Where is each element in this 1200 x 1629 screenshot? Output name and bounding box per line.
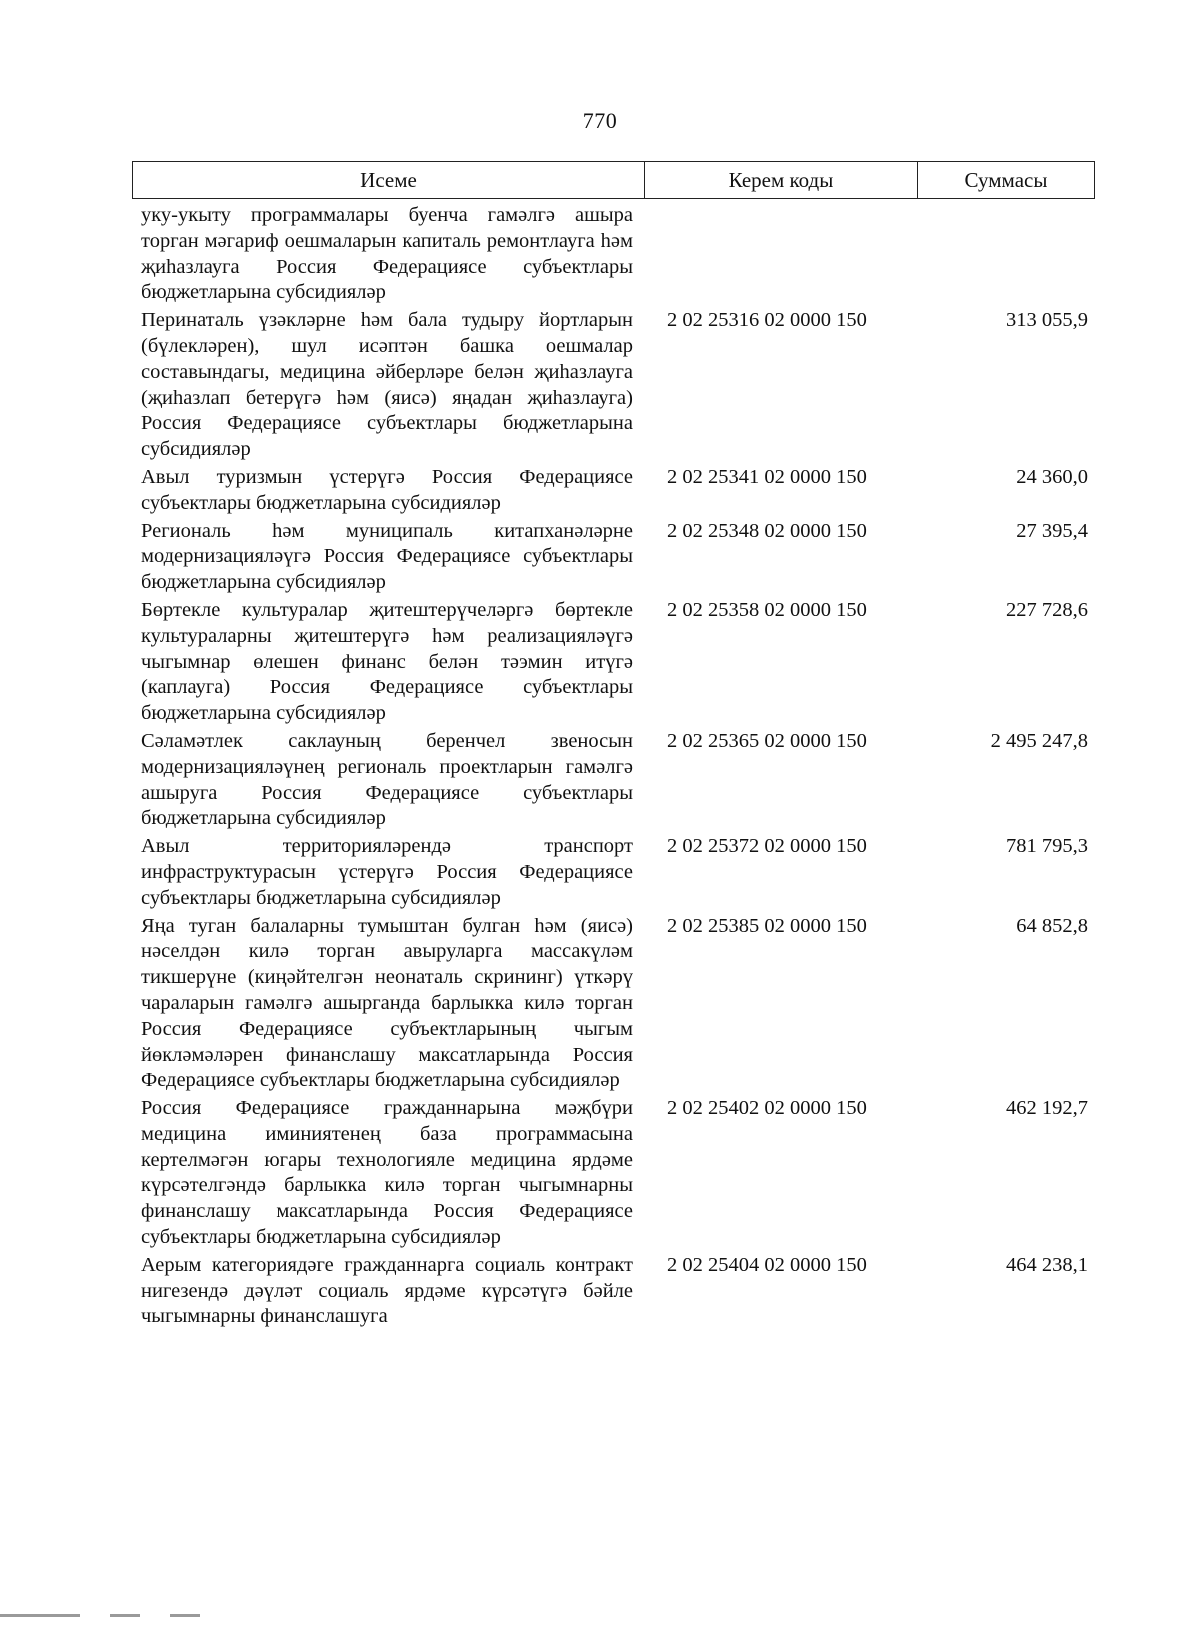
row-code: 2 02 25372 02 0000 150 bbox=[667, 835, 867, 858]
page-number: 770 bbox=[582, 108, 618, 133]
row-code: 2 02 25385 02 0000 150 bbox=[667, 914, 867, 937]
row-sum: 462 192,7 bbox=[1006, 1097, 1088, 1120]
table-row bbox=[0, 729, 1200, 832]
row-name: Россия Федерациясе гражданнарына мәҗбүри медицина иминиятенең база программасына кертелмәгән югары технологияле медицина ярдәме күрсәтелгәндә барлыкка килә торган чыгымнарны финанслашу максатларында Россия Федерациясе субъектлары бюджетларына субсидияләр bbox=[141, 1097, 633, 1249]
row-name: Бөртекле культуралар җитештерүчеләргә бөртекле культураларны җитештерүгә һәм реализацияләүгә чыгымнар өлешен финанс белән тәэмин итүгә (каплауга) Россия Федерациясе субъектлары бюджетларына субсидияләр bbox=[141, 598, 633, 725]
row-name: Региональ һәм муниципаль китапханәләрне модернизацияләүгә Россия Федерациясе субъектлары бюджетларына субсидияләр bbox=[141, 519, 633, 594]
table-header bbox=[132, 161, 1095, 199]
table-row bbox=[0, 1096, 1200, 1251]
row-name: Сәламәтлек саклауның беренчел звеносын модернизацияләүнең региональ проектларын гамәлгә ашыруга Россия Федерациясе субъектлары бюджетларына субсидияләр bbox=[141, 729, 633, 830]
column-header-code: Керем коды bbox=[645, 162, 918, 198]
table-row bbox=[0, 308, 1200, 463]
row-code: 2 02 25358 02 0000 150 bbox=[667, 598, 867, 621]
table-body bbox=[0, 203, 1200, 1330]
row-name: Яңа туган балаларны тумыштан булган һәм (яисә) нәселдән килә торган авыруларга массакүләм тикшерүне (киңәйтелгән неонаталь скрининг) үткәрү чараларын гамәлгә ашырганда барлыкка килә торган Россия Федерациясе субъектларының чыгым йөкләмәләрен финанслашу максатларында Россия Федерациясе субъектлары бюджетларына субсидияләр bbox=[141, 914, 633, 1092]
table-row bbox=[0, 465, 1200, 517]
column-header-name: Исеме bbox=[133, 162, 645, 198]
column-header-sum: Суммасы bbox=[964, 167, 1048, 192]
row-sum: 2 495 247,8 bbox=[990, 729, 1088, 752]
row-sum: 24 360,0 bbox=[1016, 465, 1088, 488]
row-sum: 64 852,8 bbox=[1016, 914, 1088, 937]
row-code: 2 02 25402 02 0000 150 bbox=[667, 1097, 867, 1120]
row-sum: 464 238,1 bbox=[1006, 1253, 1088, 1276]
row-code: 2 02 25348 02 0000 150 bbox=[667, 519, 867, 542]
row-name: Авыл территорияләрендә транспорт инфраструктурасын үстерүгә Россия Федерациясе субъектлары бюджетларына субсидияләр bbox=[141, 835, 633, 909]
row-name: Перинаталь үзәкләрне һәм бала тудыру йортларын (бүлекләрен), шул исәптән башка оешмалар составындагы, медицина әйберләре белән җиһазлауга (җиһазлап бетерүгә һәм (яисә) яңадан җиһазлауга) Россия Федерациясе субъектлары бюджетларына субсидияләр bbox=[141, 309, 633, 461]
row-sum: 781 795,3 bbox=[1006, 835, 1088, 858]
row-sum: 313 055,9 bbox=[1006, 309, 1088, 332]
table-row bbox=[0, 203, 1200, 306]
row-sum: 27 395,4 bbox=[1016, 519, 1088, 542]
row-name: Авыл туризмын үстерүгә Россия Федерациясе субъектлары бюджетларына субсидияләр bbox=[141, 465, 633, 514]
row-code: 2 02 25341 02 0000 150 bbox=[667, 465, 867, 488]
row-name: уку-укыту программалары буенча гамәлгә ашыра торган мәгариф оешмаларын капиталь ремонтлауга һәм җиһазлауга Россия Федерациясе субъектлары бюджетларына субсидияләр bbox=[141, 204, 633, 304]
row-code: 2 02 25404 02 0000 150 bbox=[667, 1253, 867, 1276]
table-row bbox=[0, 914, 1200, 1095]
table-row bbox=[0, 834, 1200, 911]
row-code: 2 02 25365 02 0000 150 bbox=[667, 729, 867, 752]
row-code: 2 02 25316 02 0000 150 bbox=[667, 309, 867, 332]
row-sum: 227 728,6 bbox=[1006, 598, 1088, 621]
table-row bbox=[0, 1253, 1200, 1330]
table-row bbox=[0, 598, 1200, 727]
table-row bbox=[0, 519, 1200, 596]
row-name: Аерым категориядәге гражданнарга социаль контракт нигезендә дәүләт социаль ярдәме күрсәтүгә бәйле чыгымнарны финанслашуга bbox=[141, 1253, 633, 1328]
scan-artifact-marks bbox=[0, 1614, 260, 1620]
